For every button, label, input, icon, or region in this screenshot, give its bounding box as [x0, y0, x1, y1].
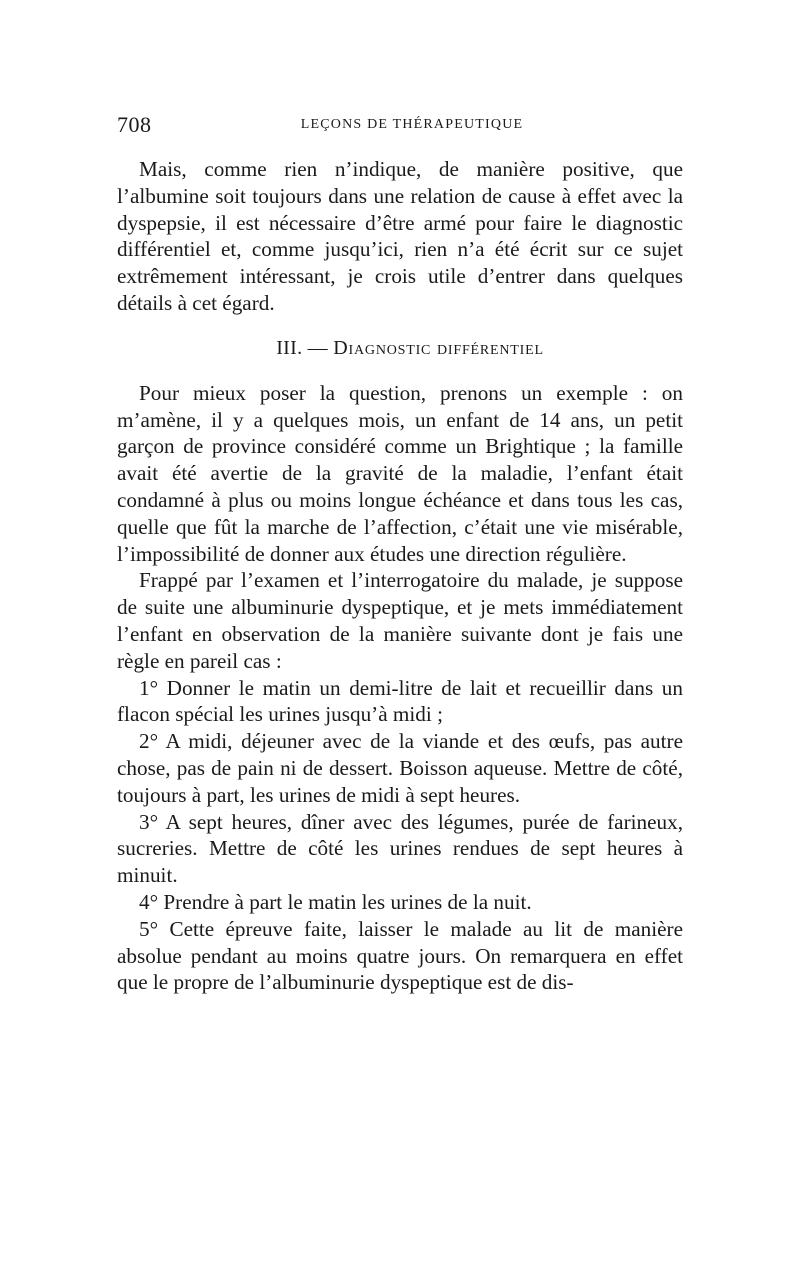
page-header [117, 112, 683, 142]
list-item: 5° Cette épreuve faite, laisser le malade au lit de manière absolue pendant au moins quatre jours. On remarquera en effet que le propre de l’albuminurie dyspeptique est de dis- [117, 916, 683, 995]
paragraph: Frappé par l’examen et l’interrogatoire du malade, je suppose de suite une albuminurie dyspeptique, et je mets immédiatement l’enfant en observation de la manière suivante dont je fais une règle en pareil cas : [117, 568, 683, 673]
paragraph: Mais, comme rien n’indique, de manière positive, que l’albumine soit toujours dans une relation de cause à effet avec la dyspepsie, il est nécessaire d’être armé pour faire le diagnostic différentiel et, comme jusqu’ici, rien n’a été écrit sur ce sujet extrêmement intéressant, je crois utile d’entrer dans quelques détails à cet égard. [117, 157, 683, 315]
running-title: LEÇONS DE THÉRAPEUTIQUE [300, 117, 524, 132]
list-item: 1° Donner le matin un demi-litre de lait et recueillir dans un flacon spécial les urines jusqu’à midi ; [117, 675, 683, 727]
body-text [117, 156, 683, 996]
list-item: 3° A sept heures, dîner avec des légumes, purée de farineux, sucreries. Mettre de côté les urines rendues de sept heures à minuit. [117, 809, 683, 888]
book-page [117, 112, 683, 996]
section-heading [117, 337, 683, 360]
page-number: 708 [117, 112, 152, 137]
section-number: III. — [276, 336, 328, 359]
paragraph: Pour mieux poser la question, prenons un exemple : on m’amène, il y a quelques mois, un enfant de 14 ans, un petit garçon de province considéré comme un Brightique ; la famille avait été avertie de la gravité de la maladie, l’enfant était condamné à plus ou moins longue échéance et dans tous les cas, quelle que fût la marche de l’affection, c’était une vie misérable, l’impossibilité de donner aux études une direction régulière. [117, 380, 683, 566]
list-item: 2° A midi, déjeuner avec de la viande et des œufs, pas autre chose, pas de pain ni de dessert. Boisson aqueuse. Mettre de côté, toujours à part, les urines de midi à sept heures. [117, 729, 683, 807]
section-title: Diagnostic différentiel [333, 336, 544, 359]
list-item: 4° Prendre à part le matin les urines de la nuit. [139, 889, 532, 914]
